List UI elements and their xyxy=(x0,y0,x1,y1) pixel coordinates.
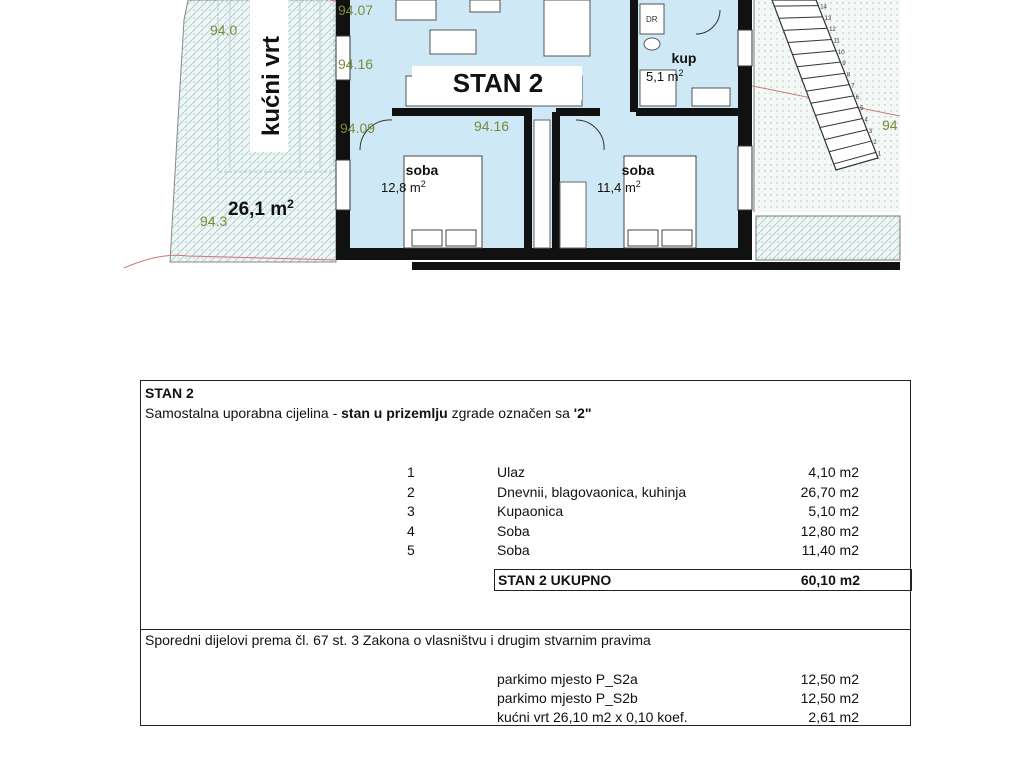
floor-plan xyxy=(0,0,1024,300)
spec-subtitle: Samostalna uporabna cijelina - stan u prizemlju zgrade označen sa '2" xyxy=(145,405,592,421)
stair-number: 13 xyxy=(824,15,832,22)
row-area: 26,70 m2 xyxy=(800,484,859,500)
garden-label: kućni vrt xyxy=(258,35,285,136)
room-right-name: soba xyxy=(621,162,655,178)
aux-heading: Sporedni dijelovi prema čl. 67 st. 3 Zakona o vlasništvu i drugim stvarnim pravima xyxy=(145,632,651,648)
stair-number: 7 xyxy=(851,83,855,90)
room-bath-name: kup xyxy=(671,50,697,66)
row-name: Kupaonica xyxy=(497,503,564,519)
stair-number: 10 xyxy=(837,49,845,56)
stair-number: 8 xyxy=(846,72,851,79)
row-number: 3 xyxy=(407,503,415,519)
area-specification-table xyxy=(140,380,911,726)
level-mark: 94.3 xyxy=(200,213,228,229)
row-area: 4,10 m2 xyxy=(808,464,859,480)
stair-number: 6 xyxy=(855,94,859,101)
total-row xyxy=(494,569,912,591)
room-bath-area: 5,1 $m^2$ xyxy=(646,68,684,84)
aux-name: parkimo mjesto P_S2b xyxy=(497,690,638,706)
room-left-name: soba xyxy=(405,162,439,178)
apartment-label: STAN 2 xyxy=(452,68,544,98)
section-divider xyxy=(141,629,910,630)
stair-number: 5 xyxy=(860,106,864,113)
row-area: 12,80 m2 xyxy=(800,523,859,539)
aux-area: 12,50 m2 xyxy=(800,690,859,706)
row-number: 1 xyxy=(407,464,415,480)
room-left-area: 12,8 $m^2$ xyxy=(381,179,426,195)
stair-number: 4 xyxy=(864,117,868,124)
total-label: STAN 2 UKUPNO xyxy=(498,572,612,588)
stair-number: 14 xyxy=(820,4,827,11)
garden-area-label: 26,1 $m^2$ xyxy=(228,197,294,220)
row-area: 5,10 m2 xyxy=(808,503,859,519)
row-name: Soba xyxy=(497,523,530,539)
stair-number: 2 xyxy=(873,140,877,147)
level-mark: 94.16 xyxy=(338,56,374,72)
stair-number: 12 xyxy=(829,27,836,34)
dr-label: DR xyxy=(646,15,658,24)
row-number: 4 xyxy=(407,523,415,539)
room-right-area: 11,4 $m^2$ xyxy=(597,179,641,195)
level-mark: 94.16 xyxy=(474,118,510,134)
total-area: 60,10 m2 xyxy=(800,572,860,588)
stair-number: 11 xyxy=(833,38,840,45)
garden-area xyxy=(124,0,336,268)
aux-name: parkimo mjesto P_S2a xyxy=(497,671,638,687)
row-number: 5 xyxy=(407,542,415,558)
level-mark: 94.09 xyxy=(340,120,376,136)
level-mark: 94.07 xyxy=(338,2,374,18)
row-number: 2 xyxy=(407,484,415,500)
row-name: Ulaz xyxy=(497,464,526,480)
level-mark: 94 xyxy=(882,117,898,133)
spec-title: STAN 2 xyxy=(145,385,194,401)
stair-number: 3 xyxy=(868,128,873,135)
aux-area: 12,50 m2 xyxy=(800,671,859,687)
row-area: 11,40 m2 xyxy=(801,542,859,558)
row-name: Soba xyxy=(497,542,530,558)
aux-area: 2,61 m2 xyxy=(808,709,859,725)
aux-name: kućni vrt 26,10 m2 x 0,10 koef. xyxy=(497,709,688,725)
level-mark: 94.0 xyxy=(210,22,238,38)
stair-number: 1 xyxy=(877,151,882,158)
stair-number: 9 xyxy=(842,61,846,68)
row-name: Dnevnii, blagovaonica, kuhinja xyxy=(497,484,687,500)
